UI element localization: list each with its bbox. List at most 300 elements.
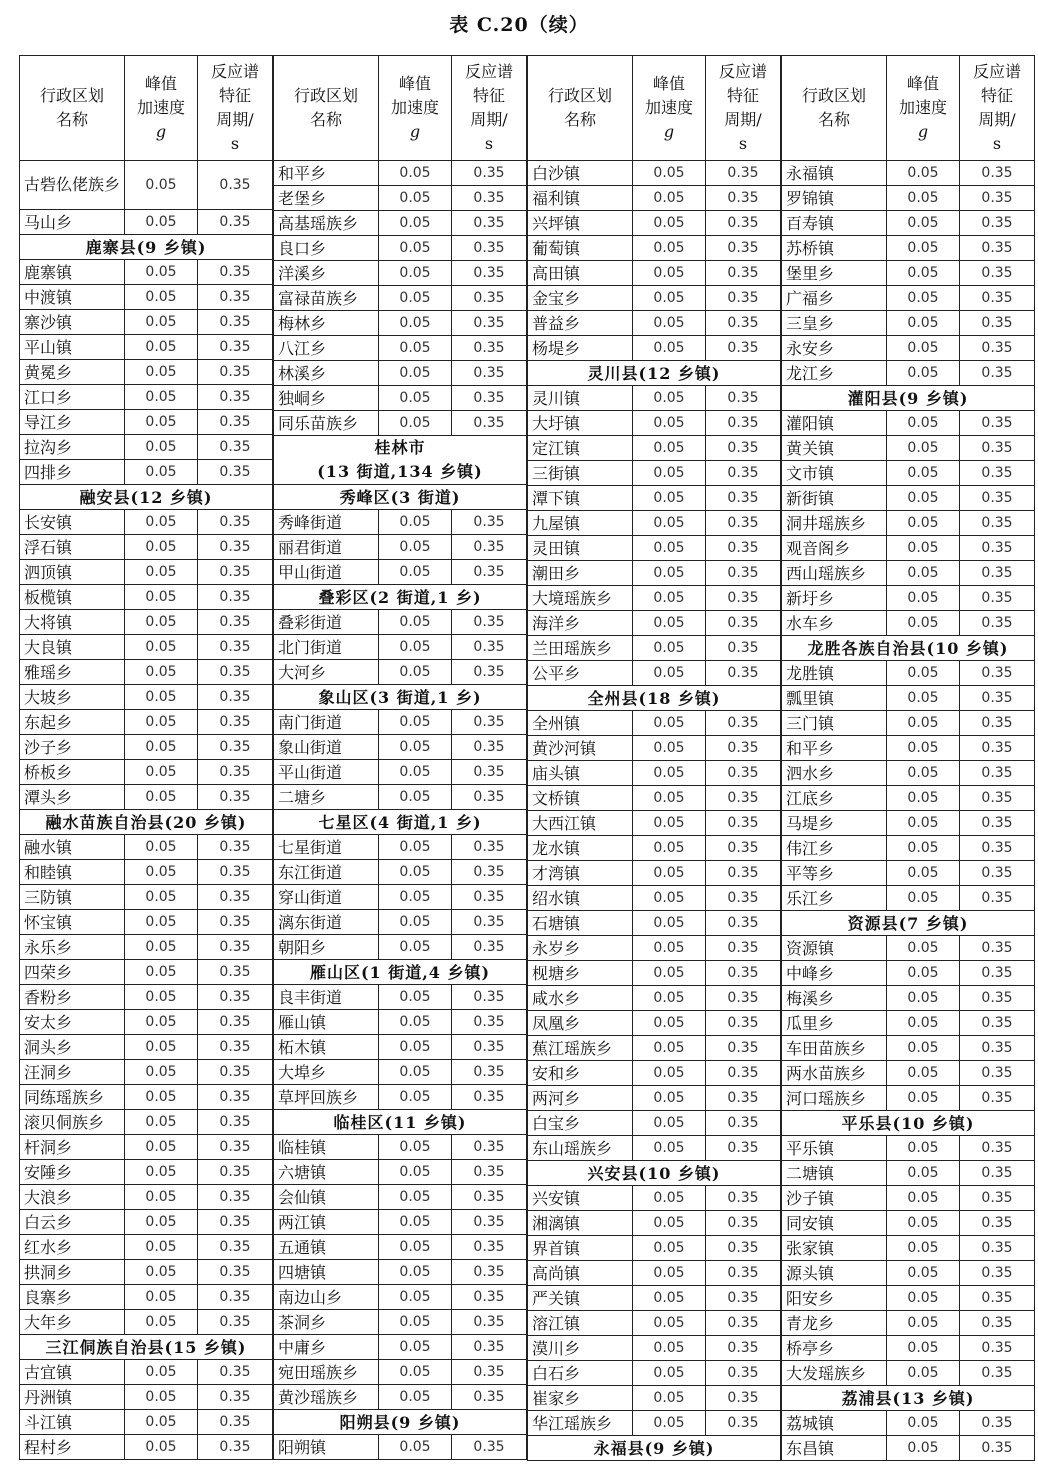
section-title: 融安县(12 乡镇) xyxy=(79,487,213,507)
peak-acceleration-cell: 0.05 xyxy=(887,1011,960,1036)
characteristic-period-cell: 0.35 xyxy=(960,261,1035,286)
characteristic-period-cell: 0.35 xyxy=(706,561,781,586)
peak-acceleration-cell: 0.05 xyxy=(887,761,960,786)
table-row xyxy=(782,536,1035,561)
table-row xyxy=(782,1136,1035,1161)
characteristic-period-cell: 0.35 xyxy=(198,560,273,585)
table-row xyxy=(782,1336,1035,1361)
peak-acceleration-cell: 0.05 xyxy=(125,1085,198,1110)
peak-acceleration-cell: 0.05 xyxy=(125,1010,198,1035)
header-period-line: 特征 xyxy=(726,86,759,105)
region-name-cell: 黄冕乡 xyxy=(20,360,125,385)
section-row xyxy=(274,1410,527,1435)
region-name-cell: 大西江镇 xyxy=(528,811,633,836)
peak-acceleration-cell: 0.05 xyxy=(379,1335,452,1360)
peak-acceleration-cell: 0.05 xyxy=(887,711,960,736)
section-heading xyxy=(274,585,527,610)
characteristic-period-cell: 0.35 xyxy=(452,985,527,1010)
characteristic-period-cell: 0.35 xyxy=(198,1110,273,1135)
characteristic-period-cell: 0.35 xyxy=(452,1435,527,1460)
peak-acceleration-cell: 0.05 xyxy=(125,410,198,435)
peak-acceleration-cell: 0.05 xyxy=(633,761,706,786)
peak-acceleration-cell: 0.05 xyxy=(887,1261,960,1286)
table-row xyxy=(782,611,1035,636)
table-row xyxy=(782,461,1035,486)
peak-acceleration-cell: 0.05 xyxy=(125,660,198,685)
characteristic-period-cell: 0.35 xyxy=(452,560,527,585)
header-period-line: 反应谱 xyxy=(464,62,513,81)
characteristic-period-cell: 0.35 xyxy=(452,386,527,411)
peak-acceleration-cell: 0.05 xyxy=(633,1311,706,1336)
region-name-cell: 大坡乡 xyxy=(20,685,125,710)
peak-acceleration-cell: 0.05 xyxy=(887,361,960,386)
table-row xyxy=(782,311,1035,336)
characteristic-period-cell: 0.35 xyxy=(706,161,781,186)
region-name-cell: 兴坪镇 xyxy=(528,211,633,236)
table-row xyxy=(20,1235,273,1260)
header-pga xyxy=(887,56,960,161)
table-row xyxy=(20,285,273,310)
table-row xyxy=(274,311,527,336)
peak-acceleration-cell: 0.05 xyxy=(125,260,198,285)
characteristic-period-cell: 0.35 xyxy=(960,236,1035,261)
region-name-cell: 瓢里镇 xyxy=(782,686,887,711)
peak-acceleration-cell: 0.05 xyxy=(379,1185,452,1210)
table-row xyxy=(528,986,781,1011)
characteristic-period-cell: 0.35 xyxy=(706,311,781,336)
region-name-cell: 桥板乡 xyxy=(20,760,125,785)
peak-acceleration-cell: 0.05 xyxy=(125,335,198,360)
characteristic-period-cell: 0.35 xyxy=(960,861,1035,886)
region-name-cell: 良口乡 xyxy=(274,236,379,261)
peak-acceleration-cell: 0.05 xyxy=(633,186,706,211)
characteristic-period-cell: 0.35 xyxy=(706,1286,781,1311)
table-row xyxy=(20,685,273,710)
table-row xyxy=(782,511,1035,536)
peak-acceleration-cell: 0.05 xyxy=(125,935,198,960)
characteristic-period-cell: 0.35 xyxy=(452,236,527,261)
characteristic-period-cell: 0.35 xyxy=(960,1236,1035,1261)
table-row xyxy=(782,1011,1035,1036)
table-row xyxy=(528,786,781,811)
table-row xyxy=(274,1135,527,1160)
region-name-cell: 中峰乡 xyxy=(782,961,887,986)
table-row xyxy=(274,261,527,286)
characteristic-period-cell: 0.35 xyxy=(198,410,273,435)
characteristic-period-cell: 0.35 xyxy=(960,886,1035,911)
table-row xyxy=(20,1110,273,1135)
region-name-cell: 三皇乡 xyxy=(782,311,887,336)
peak-acceleration-cell: 0.05 xyxy=(633,786,706,811)
peak-acceleration-cell: 0.05 xyxy=(887,311,960,336)
header-name-line: 行政区划 xyxy=(547,86,612,105)
peak-acceleration-cell: 0.05 xyxy=(633,886,706,911)
peak-acceleration-cell: 0.05 xyxy=(887,736,960,761)
characteristic-period-cell: 0.35 xyxy=(706,536,781,561)
table-row xyxy=(274,610,527,635)
region-name-cell: 漓东街道 xyxy=(274,910,379,935)
table-row xyxy=(20,1435,273,1460)
region-name-cell: 大圩镇 xyxy=(528,411,633,436)
peak-acceleration-cell: 0.05 xyxy=(379,885,452,910)
table-row xyxy=(20,710,273,735)
peak-acceleration-cell: 0.05 xyxy=(379,1060,452,1085)
table-row xyxy=(274,935,527,960)
table-row xyxy=(274,1185,527,1210)
table-body xyxy=(274,161,527,1460)
region-name-cell: 溶江镇 xyxy=(528,1311,633,1336)
region-name-cell: 才湾镇 xyxy=(528,861,633,886)
table-row xyxy=(274,1060,527,1085)
region-name-cell: 导江乡 xyxy=(20,410,125,435)
section-heading xyxy=(274,1410,527,1435)
region-name-cell: 五通镇 xyxy=(274,1235,379,1260)
peak-acceleration-cell: 0.05 xyxy=(887,1236,960,1261)
characteristic-period-cell: 0.35 xyxy=(452,311,527,336)
characteristic-period-cell: 0.35 xyxy=(960,1311,1035,1336)
section-title: 秀峰区(3 街道) xyxy=(339,487,461,507)
peak-acceleration-cell: 0.05 xyxy=(887,486,960,511)
header-pga-line: 峰值 xyxy=(652,74,685,93)
region-name-cell: 老堡乡 xyxy=(274,186,379,211)
characteristic-period-cell: 0.35 xyxy=(706,1036,781,1061)
characteristic-period-cell: 0.35 xyxy=(706,1111,781,1136)
peak-acceleration-cell: 0.05 xyxy=(125,360,198,385)
region-name-cell: 四排乡 xyxy=(20,460,125,485)
table-row xyxy=(528,911,781,936)
header-period-line: s xyxy=(484,134,494,153)
region-name-cell: 两河乡 xyxy=(528,1086,633,1111)
table-row xyxy=(20,161,273,210)
characteristic-period-cell: 0.35 xyxy=(452,411,527,436)
header-pga xyxy=(633,56,706,161)
header-period-line: 周期/ xyxy=(978,110,1016,129)
table-row xyxy=(274,760,527,785)
region-name-cell: 同安镇 xyxy=(782,1211,887,1236)
characteristic-period-cell: 0.35 xyxy=(706,861,781,886)
characteristic-period-cell: 0.35 xyxy=(452,286,527,311)
table-row xyxy=(20,1385,273,1410)
characteristic-period-cell: 0.35 xyxy=(198,1060,273,1085)
header-pga-line: g xyxy=(917,122,929,141)
table-row xyxy=(20,760,273,785)
region-name-cell: 穿山街道 xyxy=(274,885,379,910)
section-heading xyxy=(20,235,273,260)
peak-acceleration-cell: 0.05 xyxy=(379,236,452,261)
characteristic-period-cell: 0.35 xyxy=(960,561,1035,586)
characteristic-period-cell: 0.35 xyxy=(706,1336,781,1361)
header-period xyxy=(960,56,1035,161)
peak-acceleration-cell: 0.05 xyxy=(379,386,452,411)
section-row xyxy=(274,1110,527,1135)
peak-acceleration-cell: 0.05 xyxy=(633,486,706,511)
table-header xyxy=(274,56,527,161)
peak-acceleration-cell: 0.05 xyxy=(887,1311,960,1336)
characteristic-period-cell: 0.35 xyxy=(198,885,273,910)
region-name-cell: 泗顶镇 xyxy=(20,560,125,585)
table-row xyxy=(528,1361,781,1386)
table-column-3 xyxy=(527,55,777,1461)
header-pga-line: 加速度 xyxy=(136,98,185,117)
region-name-cell: 草坪回族乡 xyxy=(274,1085,379,1110)
region-name-cell: 四荣乡 xyxy=(20,960,125,985)
peak-acceleration-cell: 0.05 xyxy=(379,1035,452,1060)
characteristic-period-cell: 0.35 xyxy=(452,1185,527,1210)
characteristic-period-cell: 0.35 xyxy=(198,1135,273,1160)
table-row xyxy=(20,535,273,560)
table-row xyxy=(274,510,527,535)
region-name-cell: 杨堤乡 xyxy=(528,336,633,361)
region-name-cell: 三门镇 xyxy=(782,711,887,736)
table-row xyxy=(20,435,273,460)
characteristic-period-cell: 0.35 xyxy=(198,335,273,360)
characteristic-period-cell: 0.35 xyxy=(452,1235,527,1260)
peak-acceleration-cell: 0.05 xyxy=(379,510,452,535)
peak-acceleration-cell: 0.05 xyxy=(125,535,198,560)
peak-acceleration-cell: 0.05 xyxy=(125,1235,198,1260)
region-name-cell: 瓜里乡 xyxy=(782,1011,887,1036)
peak-acceleration-cell: 0.05 xyxy=(887,261,960,286)
peak-acceleration-cell: 0.05 xyxy=(125,985,198,1010)
characteristic-period-cell: 0.35 xyxy=(198,161,273,210)
characteristic-period-cell: 0.35 xyxy=(960,336,1035,361)
table-row xyxy=(528,1111,781,1136)
table-row xyxy=(20,935,273,960)
characteristic-period-cell: 0.35 xyxy=(960,511,1035,536)
table-row xyxy=(274,1160,527,1185)
section-title: 临桂区(11 乡镇) xyxy=(333,1112,467,1132)
region-name-cell: 林溪乡 xyxy=(274,361,379,386)
characteristic-period-cell: 0.35 xyxy=(706,1361,781,1386)
characteristic-period-cell: 0.35 xyxy=(452,1060,527,1085)
peak-acceleration-cell: 0.05 xyxy=(379,1285,452,1310)
region-name-cell: 浮石镇 xyxy=(20,535,125,560)
peak-acceleration-cell: 0.05 xyxy=(125,210,198,235)
characteristic-period-cell: 0.35 xyxy=(960,411,1035,436)
header-period-line: 反应谱 xyxy=(210,62,259,81)
table-row xyxy=(782,686,1035,711)
peak-acceleration-cell: 0.05 xyxy=(887,411,960,436)
table-row xyxy=(528,211,781,236)
section-heading xyxy=(274,960,527,985)
region-name-cell: 雅瑶乡 xyxy=(20,660,125,685)
section-heading xyxy=(782,1386,1035,1411)
region-name-cell: 兴安镇 xyxy=(528,1186,633,1211)
table-row xyxy=(20,735,273,760)
peak-acceleration-cell: 0.05 xyxy=(125,460,198,485)
region-name-cell: 永福镇 xyxy=(782,161,887,186)
section-title: 资源县(7 乡镇) xyxy=(847,913,969,933)
table-row xyxy=(782,486,1035,511)
region-name-cell: 崔家乡 xyxy=(528,1386,633,1411)
peak-acceleration-cell: 0.05 xyxy=(887,986,960,1011)
peak-acceleration-cell: 0.05 xyxy=(633,961,706,986)
characteristic-period-cell: 0.35 xyxy=(706,186,781,211)
characteristic-period-cell: 0.35 xyxy=(706,936,781,961)
characteristic-period-cell: 0.35 xyxy=(960,786,1035,811)
characteristic-period-cell: 0.35 xyxy=(198,1235,273,1260)
table-row xyxy=(274,1235,527,1260)
region-name-cell: 白宝乡 xyxy=(528,1111,633,1136)
table-row xyxy=(782,736,1035,761)
characteristic-period-cell: 0.35 xyxy=(960,1186,1035,1211)
table-row xyxy=(528,386,781,411)
region-name-cell: 荔城镇 xyxy=(782,1411,887,1436)
table-row xyxy=(782,1361,1035,1386)
characteristic-period-cell: 0.35 xyxy=(198,760,273,785)
table-row xyxy=(274,985,527,1010)
region-name-cell: 七星街道 xyxy=(274,835,379,860)
section-row xyxy=(20,485,273,510)
region-name-cell: 黄关镇 xyxy=(782,436,887,461)
table-row xyxy=(782,1086,1035,1111)
region-name-cell: 阳朔镇 xyxy=(274,1435,379,1460)
table-row xyxy=(782,886,1035,911)
peak-acceleration-cell: 0.05 xyxy=(379,985,452,1010)
region-name-cell: 车田苗族乡 xyxy=(782,1036,887,1061)
header-name-line: 行政区划 xyxy=(293,86,358,105)
peak-acceleration-cell: 0.05 xyxy=(379,1160,452,1185)
characteristic-period-cell: 0.35 xyxy=(960,1336,1035,1361)
peak-acceleration-cell: 0.05 xyxy=(633,311,706,336)
peak-acceleration-cell: 0.05 xyxy=(125,161,198,210)
peak-acceleration-cell: 0.05 xyxy=(633,1186,706,1211)
header-period-line: 周期/ xyxy=(216,110,254,129)
characteristic-period-cell: 0.35 xyxy=(960,1286,1035,1311)
peak-acceleration-cell: 0.05 xyxy=(125,1035,198,1060)
peak-acceleration-cell: 0.05 xyxy=(887,436,960,461)
characteristic-period-cell: 0.35 xyxy=(706,436,781,461)
characteristic-period-cell: 0.35 xyxy=(960,1136,1035,1161)
peak-acceleration-cell: 0.05 xyxy=(633,661,706,686)
table-row xyxy=(528,736,781,761)
header-period-line: 特征 xyxy=(980,86,1013,105)
section-title: 兴安县(10 乡镇) xyxy=(587,1163,721,1183)
peak-acceleration-cell: 0.05 xyxy=(633,736,706,761)
table-row xyxy=(782,1286,1035,1311)
region-name-cell: 罗锦镇 xyxy=(782,186,887,211)
table-body xyxy=(20,161,273,1460)
region-name-cell: 香粉乡 xyxy=(20,985,125,1010)
table-row xyxy=(782,361,1035,386)
header-period xyxy=(706,56,781,161)
characteristic-period-cell: 0.35 xyxy=(706,236,781,261)
table-row xyxy=(20,560,273,585)
table-row xyxy=(20,1185,273,1210)
region-name-cell: 漠川乡 xyxy=(528,1336,633,1361)
characteristic-period-cell: 0.35 xyxy=(960,661,1035,686)
table-row xyxy=(528,611,781,636)
region-name-cell: 象山街道 xyxy=(274,735,379,760)
peak-acceleration-cell: 0.05 xyxy=(887,511,960,536)
region-name-cell: 白云乡 xyxy=(20,1210,125,1235)
characteristic-period-cell: 0.35 xyxy=(960,1161,1035,1186)
peak-acceleration-cell: 0.05 xyxy=(125,1360,198,1385)
table-row xyxy=(528,486,781,511)
table-row xyxy=(274,1285,527,1310)
characteristic-period-cell: 0.35 xyxy=(198,535,273,560)
table-row xyxy=(782,1436,1035,1461)
table-row xyxy=(20,910,273,935)
section-heading xyxy=(782,636,1035,661)
section-heading xyxy=(274,436,527,485)
region-name-cell: 潮田乡 xyxy=(528,561,633,586)
region-name-cell: 大发瑶族乡 xyxy=(782,1361,887,1386)
region-name-cell: 伟江乡 xyxy=(782,836,887,861)
region-name-cell: 良寨乡 xyxy=(20,1285,125,1310)
region-name-cell: 潭头乡 xyxy=(20,785,125,810)
table-row xyxy=(20,385,273,410)
table-row xyxy=(274,411,527,436)
region-name-cell: 泗水乡 xyxy=(782,761,887,786)
peak-acceleration-cell: 0.05 xyxy=(379,1135,452,1160)
section-title: 鹿寨县(9 乡镇) xyxy=(85,237,207,257)
characteristic-period-cell: 0.35 xyxy=(960,1361,1035,1386)
region-name-cell: 西山瑶族乡 xyxy=(782,561,887,586)
header-period-line: s xyxy=(230,134,240,153)
header-name xyxy=(528,56,633,161)
peak-acceleration-cell: 0.05 xyxy=(887,1061,960,1086)
section-row xyxy=(274,810,527,835)
table-row xyxy=(20,310,273,335)
section-heading xyxy=(274,485,527,510)
region-name-cell: 临桂镇 xyxy=(274,1135,379,1160)
characteristic-period-cell: 0.35 xyxy=(198,1010,273,1035)
region-name-cell: 拉沟乡 xyxy=(20,435,125,460)
section-heading xyxy=(274,810,527,835)
table-header xyxy=(782,56,1035,161)
section-title: 永福县(9 乡镇) xyxy=(593,1438,715,1458)
peak-acceleration-cell: 0.05 xyxy=(379,610,452,635)
region-name-cell: 六塘镇 xyxy=(274,1160,379,1185)
table-body xyxy=(782,161,1035,1461)
section-title: 桂林市 xyxy=(374,438,426,457)
characteristic-period-cell: 0.35 xyxy=(452,710,527,735)
peak-acceleration-cell: 0.05 xyxy=(379,1435,452,1460)
header-name-line: 行政区划 xyxy=(801,86,866,105)
section-row xyxy=(782,636,1035,661)
table-row xyxy=(274,910,527,935)
region-name-cell: 新圩乡 xyxy=(782,586,887,611)
region-name-cell: 二塘乡 xyxy=(274,785,379,810)
region-name-cell: 良丰街道 xyxy=(274,985,379,1010)
region-name-cell: 大年乡 xyxy=(20,1310,125,1335)
characteristic-period-cell: 0.35 xyxy=(198,1410,273,1435)
region-name-cell: 九屋镇 xyxy=(528,511,633,536)
peak-acceleration-cell: 0.05 xyxy=(125,735,198,760)
characteristic-period-cell: 0.35 xyxy=(706,711,781,736)
peak-acceleration-cell: 0.05 xyxy=(125,785,198,810)
region-name-cell: 大将镇 xyxy=(20,610,125,635)
region-name-cell: 丹洲镇 xyxy=(20,1385,125,1410)
characteristic-period-cell: 0.35 xyxy=(706,386,781,411)
table-row xyxy=(782,861,1035,886)
region-name-cell: 华江瑶族乡 xyxy=(528,1411,633,1436)
region-name-cell: 鹿寨镇 xyxy=(20,260,125,285)
characteristic-period-cell: 0.35 xyxy=(706,1011,781,1036)
table-row xyxy=(20,460,273,485)
region-name-cell: 和平乡 xyxy=(782,736,887,761)
section-row xyxy=(20,1335,273,1360)
region-name-cell: 甲山街道 xyxy=(274,560,379,585)
peak-acceleration-cell: 0.05 xyxy=(633,561,706,586)
characteristic-period-cell: 0.35 xyxy=(960,611,1035,636)
table-row xyxy=(782,236,1035,261)
peak-acceleration-cell: 0.05 xyxy=(887,1411,960,1436)
table-row xyxy=(528,286,781,311)
region-name-cell: 古砦仫佬族乡 xyxy=(20,161,125,210)
region-name-cell: 大河乡 xyxy=(274,660,379,685)
